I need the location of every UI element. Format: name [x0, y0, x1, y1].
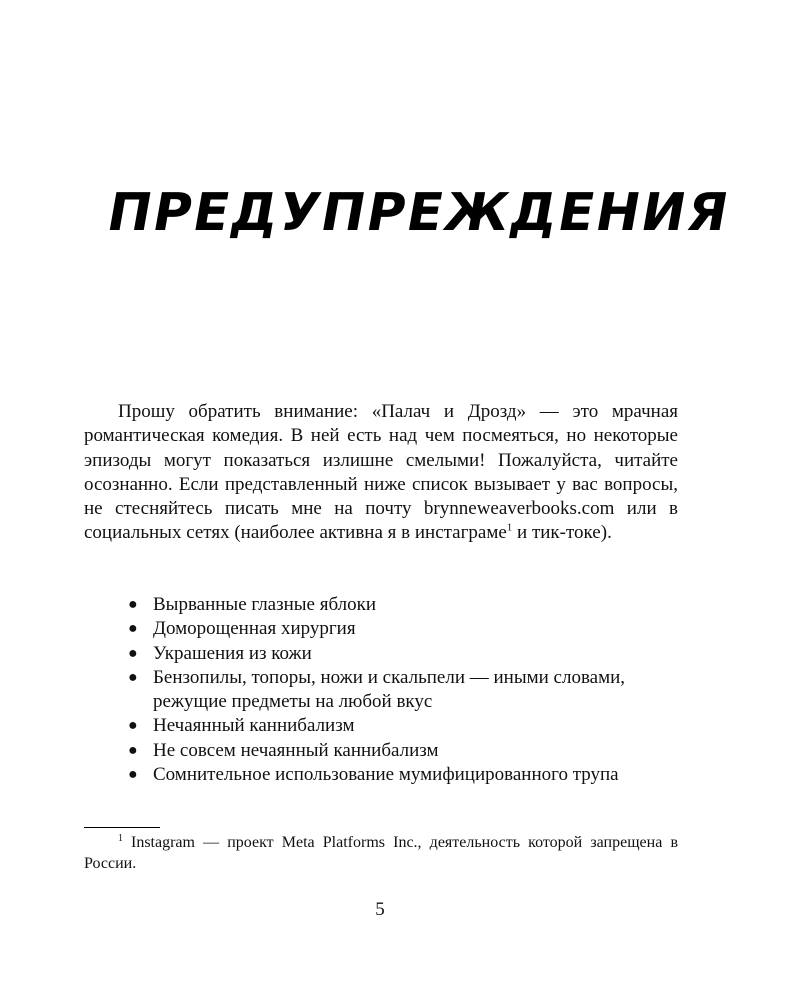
bullet-icon: ●: [128, 717, 138, 735]
list-item-text: Не совсем нечаянный каннибализм: [153, 739, 439, 761]
bullet-icon: ●: [128, 741, 138, 759]
list-item: [84, 739, 678, 763]
list-item: [84, 714, 678, 738]
list-item-text: Бензопилы, топоры, ножи и скальпели — иными словами, режущие предметы на любой вкус: [153, 666, 626, 713]
footnote-text: Instagram — проект Meta Platforms Inc., деятельность которой запрещена в России.: [84, 834, 678, 872]
bullet-icon: ●: [128, 766, 138, 784]
intro-text-main: Прошу обратить внимание: «Палач и Дрозд» — это мрачная романтическая комедия. В ней есть над чем посмеяться, но некоторые эпизоды могут показаться излишне смелыми! Пожалуйста, читайте осознанно. Если представленный ниже список вызывает у вас вопросы, не стесняйтесь писать мне на почту brynneweaverbooks.com или в социальных сетях (наиболее активна я в инстаграме: [84, 401, 678, 544]
bullet-icon: ●: [128, 644, 138, 662]
warnings-list: [84, 593, 678, 787]
intro-paragraph: [84, 400, 678, 546]
bullet-icon: ●: [128, 596, 138, 613]
list-item: [84, 593, 678, 617]
list-item-text: Сомнительное использование мумифицированного трупа: [153, 764, 619, 786]
list-item-text: Нечаянный каннибализм: [153, 715, 355, 737]
list-item-text: Доморощенная хирургия: [153, 618, 356, 640]
intro-text-end: и тик-токе).: [512, 522, 612, 544]
list-item: [84, 666, 678, 715]
bullet-icon: ●: [128, 620, 138, 638]
intro-paragraph-text: [84, 400, 678, 546]
footnote-reference: 1: [506, 522, 513, 535]
bullet-icon: ●: [128, 668, 138, 686]
list-item-text: Вырванные глазные яблоки: [153, 594, 377, 615]
page-number: 5: [375, 899, 385, 920]
footnote: [84, 832, 678, 874]
list-item: [84, 642, 678, 666]
list-item-text: Украшения из кожи: [153, 642, 312, 664]
list-item: [84, 617, 678, 641]
footnote-mark: 1: [118, 832, 123, 844]
list-item: [84, 763, 678, 787]
chapter-title: ПРЕДУПРЕЖДЕНИЯ: [102, 183, 735, 243]
footnote-divider: [84, 827, 160, 828]
